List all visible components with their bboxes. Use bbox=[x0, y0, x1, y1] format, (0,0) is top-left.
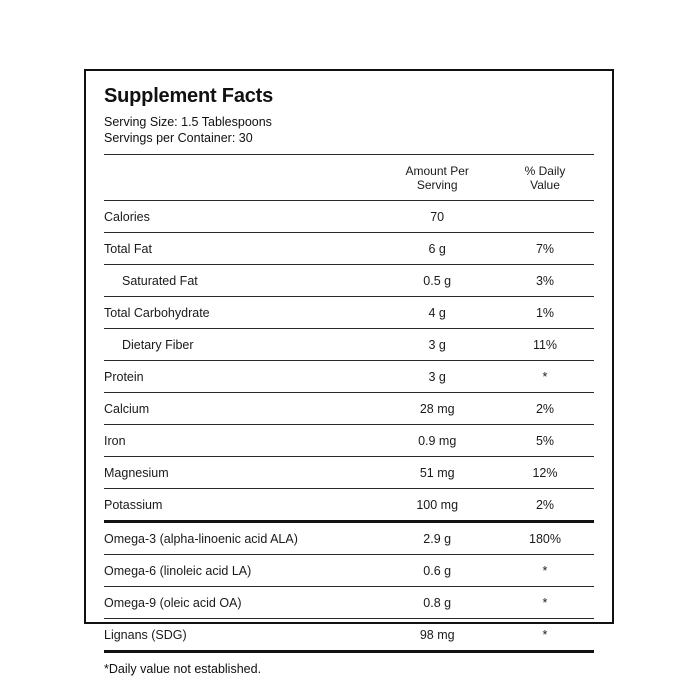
nutrient-name-cell bbox=[104, 457, 378, 489]
nutrient-name: Calories bbox=[104, 210, 150, 224]
nutrient-daily-value: * bbox=[496, 361, 594, 393]
table-row bbox=[104, 393, 594, 425]
nutrient-name: Dietary Fiber bbox=[122, 338, 194, 352]
nutrient-amount: 3 g bbox=[378, 329, 496, 361]
table-row bbox=[104, 361, 594, 393]
header-amount-per-serving bbox=[378, 155, 496, 201]
nutrient-name-cell bbox=[104, 425, 378, 457]
nutrient-name: Omega-3 (alpha-linoenic acid ALA) bbox=[104, 532, 298, 546]
nutrient-daily-value: 1% bbox=[496, 297, 594, 329]
nutrient-daily-value: 7% bbox=[496, 233, 594, 265]
header-nutrient bbox=[104, 155, 378, 201]
nutrient-name: Saturated Fat bbox=[122, 274, 198, 288]
nutrient-name-cell bbox=[104, 587, 378, 619]
nutrient-amount: 0.8 g bbox=[378, 587, 496, 619]
table-row bbox=[104, 587, 594, 619]
nutrient-daily-value: 2% bbox=[496, 489, 594, 522]
nutrient-daily-value: 180% bbox=[496, 522, 594, 555]
table-row bbox=[104, 489, 594, 522]
nutrient-daily-value: * bbox=[496, 587, 594, 619]
nutrient-name-cell bbox=[104, 555, 378, 587]
table-row bbox=[104, 329, 594, 361]
nutrient-daily-value: 5% bbox=[496, 425, 594, 457]
nutrient-name: Protein bbox=[104, 370, 144, 384]
table-row bbox=[104, 425, 594, 457]
nutrient-name: Magnesium bbox=[104, 466, 169, 480]
nutrient-amount: 2.9 g bbox=[378, 522, 496, 555]
table-row bbox=[104, 233, 594, 265]
nutrient-name-cell bbox=[104, 329, 378, 361]
supplement-facts-inner bbox=[86, 71, 612, 676]
header-dv-line2: Value bbox=[530, 178, 560, 192]
nutrient-name-cell bbox=[104, 619, 378, 651]
nutrient-daily-value bbox=[496, 201, 594, 233]
nutrition-table-body bbox=[104, 155, 594, 651]
nutrient-name-cell bbox=[104, 393, 378, 425]
nutrient-name-cell bbox=[104, 489, 378, 522]
nutrient-name: Calcium bbox=[104, 402, 150, 416]
nutrition-table bbox=[104, 154, 594, 650]
nutrient-name-cell bbox=[104, 297, 378, 329]
nutrient-daily-value: * bbox=[496, 619, 594, 651]
nutrient-amount: 0.6 g bbox=[378, 555, 496, 587]
nutrient-name: Total Carbohydrate bbox=[104, 306, 210, 320]
nutrient-name-cell bbox=[104, 361, 378, 393]
nutrient-name: Lignans (SDG) bbox=[104, 628, 187, 642]
header-daily-value bbox=[496, 155, 594, 201]
table-row bbox=[104, 619, 594, 651]
table-row bbox=[104, 555, 594, 587]
header-amount-line1: Amount Per bbox=[405, 164, 469, 178]
nutrient-amount: 6 g bbox=[378, 233, 496, 265]
page-title: Supplement Facts bbox=[104, 85, 274, 107]
nutrient-amount: 70 bbox=[378, 201, 496, 233]
header-amount-line2: Serving bbox=[416, 178, 458, 192]
nutrient-daily-value: 12% bbox=[496, 457, 594, 489]
nutrient-name: Potassium bbox=[104, 498, 163, 512]
nutrient-amount: 0.9 mg bbox=[378, 425, 496, 457]
nutrient-amount: 100 mg bbox=[378, 489, 496, 522]
nutrient-daily-value: * bbox=[496, 555, 594, 587]
header-dv-line1: % Daily bbox=[524, 164, 566, 178]
table-row bbox=[104, 297, 594, 329]
nutrient-daily-value: 3% bbox=[496, 265, 594, 297]
nutrient-name: Iron bbox=[104, 434, 126, 448]
table-row bbox=[104, 201, 594, 233]
table-row bbox=[104, 457, 594, 489]
nutrient-daily-value: 11% bbox=[496, 329, 594, 361]
nutrient-amount: 98 mg bbox=[378, 619, 496, 651]
nutrient-name-cell bbox=[104, 265, 378, 297]
nutrient-name-cell bbox=[104, 522, 378, 555]
nutrient-amount: 28 mg bbox=[378, 393, 496, 425]
nutrient-name-cell bbox=[104, 201, 378, 233]
serving-size-text: Serving Size: 1.5 Tablespoons bbox=[104, 115, 272, 129]
nutrient-daily-value: 2% bbox=[496, 393, 594, 425]
table-row bbox=[104, 265, 594, 297]
table-header-row bbox=[104, 155, 594, 201]
table-row bbox=[104, 522, 594, 555]
footnote-text: *Daily value not established. bbox=[104, 650, 594, 676]
nutrient-name: Total Fat bbox=[104, 242, 152, 256]
nutrient-amount: 0.5 g bbox=[378, 265, 496, 297]
servings-per-container-text: Servings per Container: 30 bbox=[104, 131, 253, 145]
nutrient-name: Omega-6 (linoleic acid LA) bbox=[104, 564, 252, 578]
nutrient-amount: 4 g bbox=[378, 297, 496, 329]
nutrient-amount: 3 g bbox=[378, 361, 496, 393]
nutrient-name: Omega-9 (oleic acid OA) bbox=[104, 596, 242, 610]
nutrient-name-cell bbox=[104, 233, 378, 265]
supplement-facts-panel bbox=[84, 69, 614, 676]
nutrient-amount: 51 mg bbox=[378, 457, 496, 489]
